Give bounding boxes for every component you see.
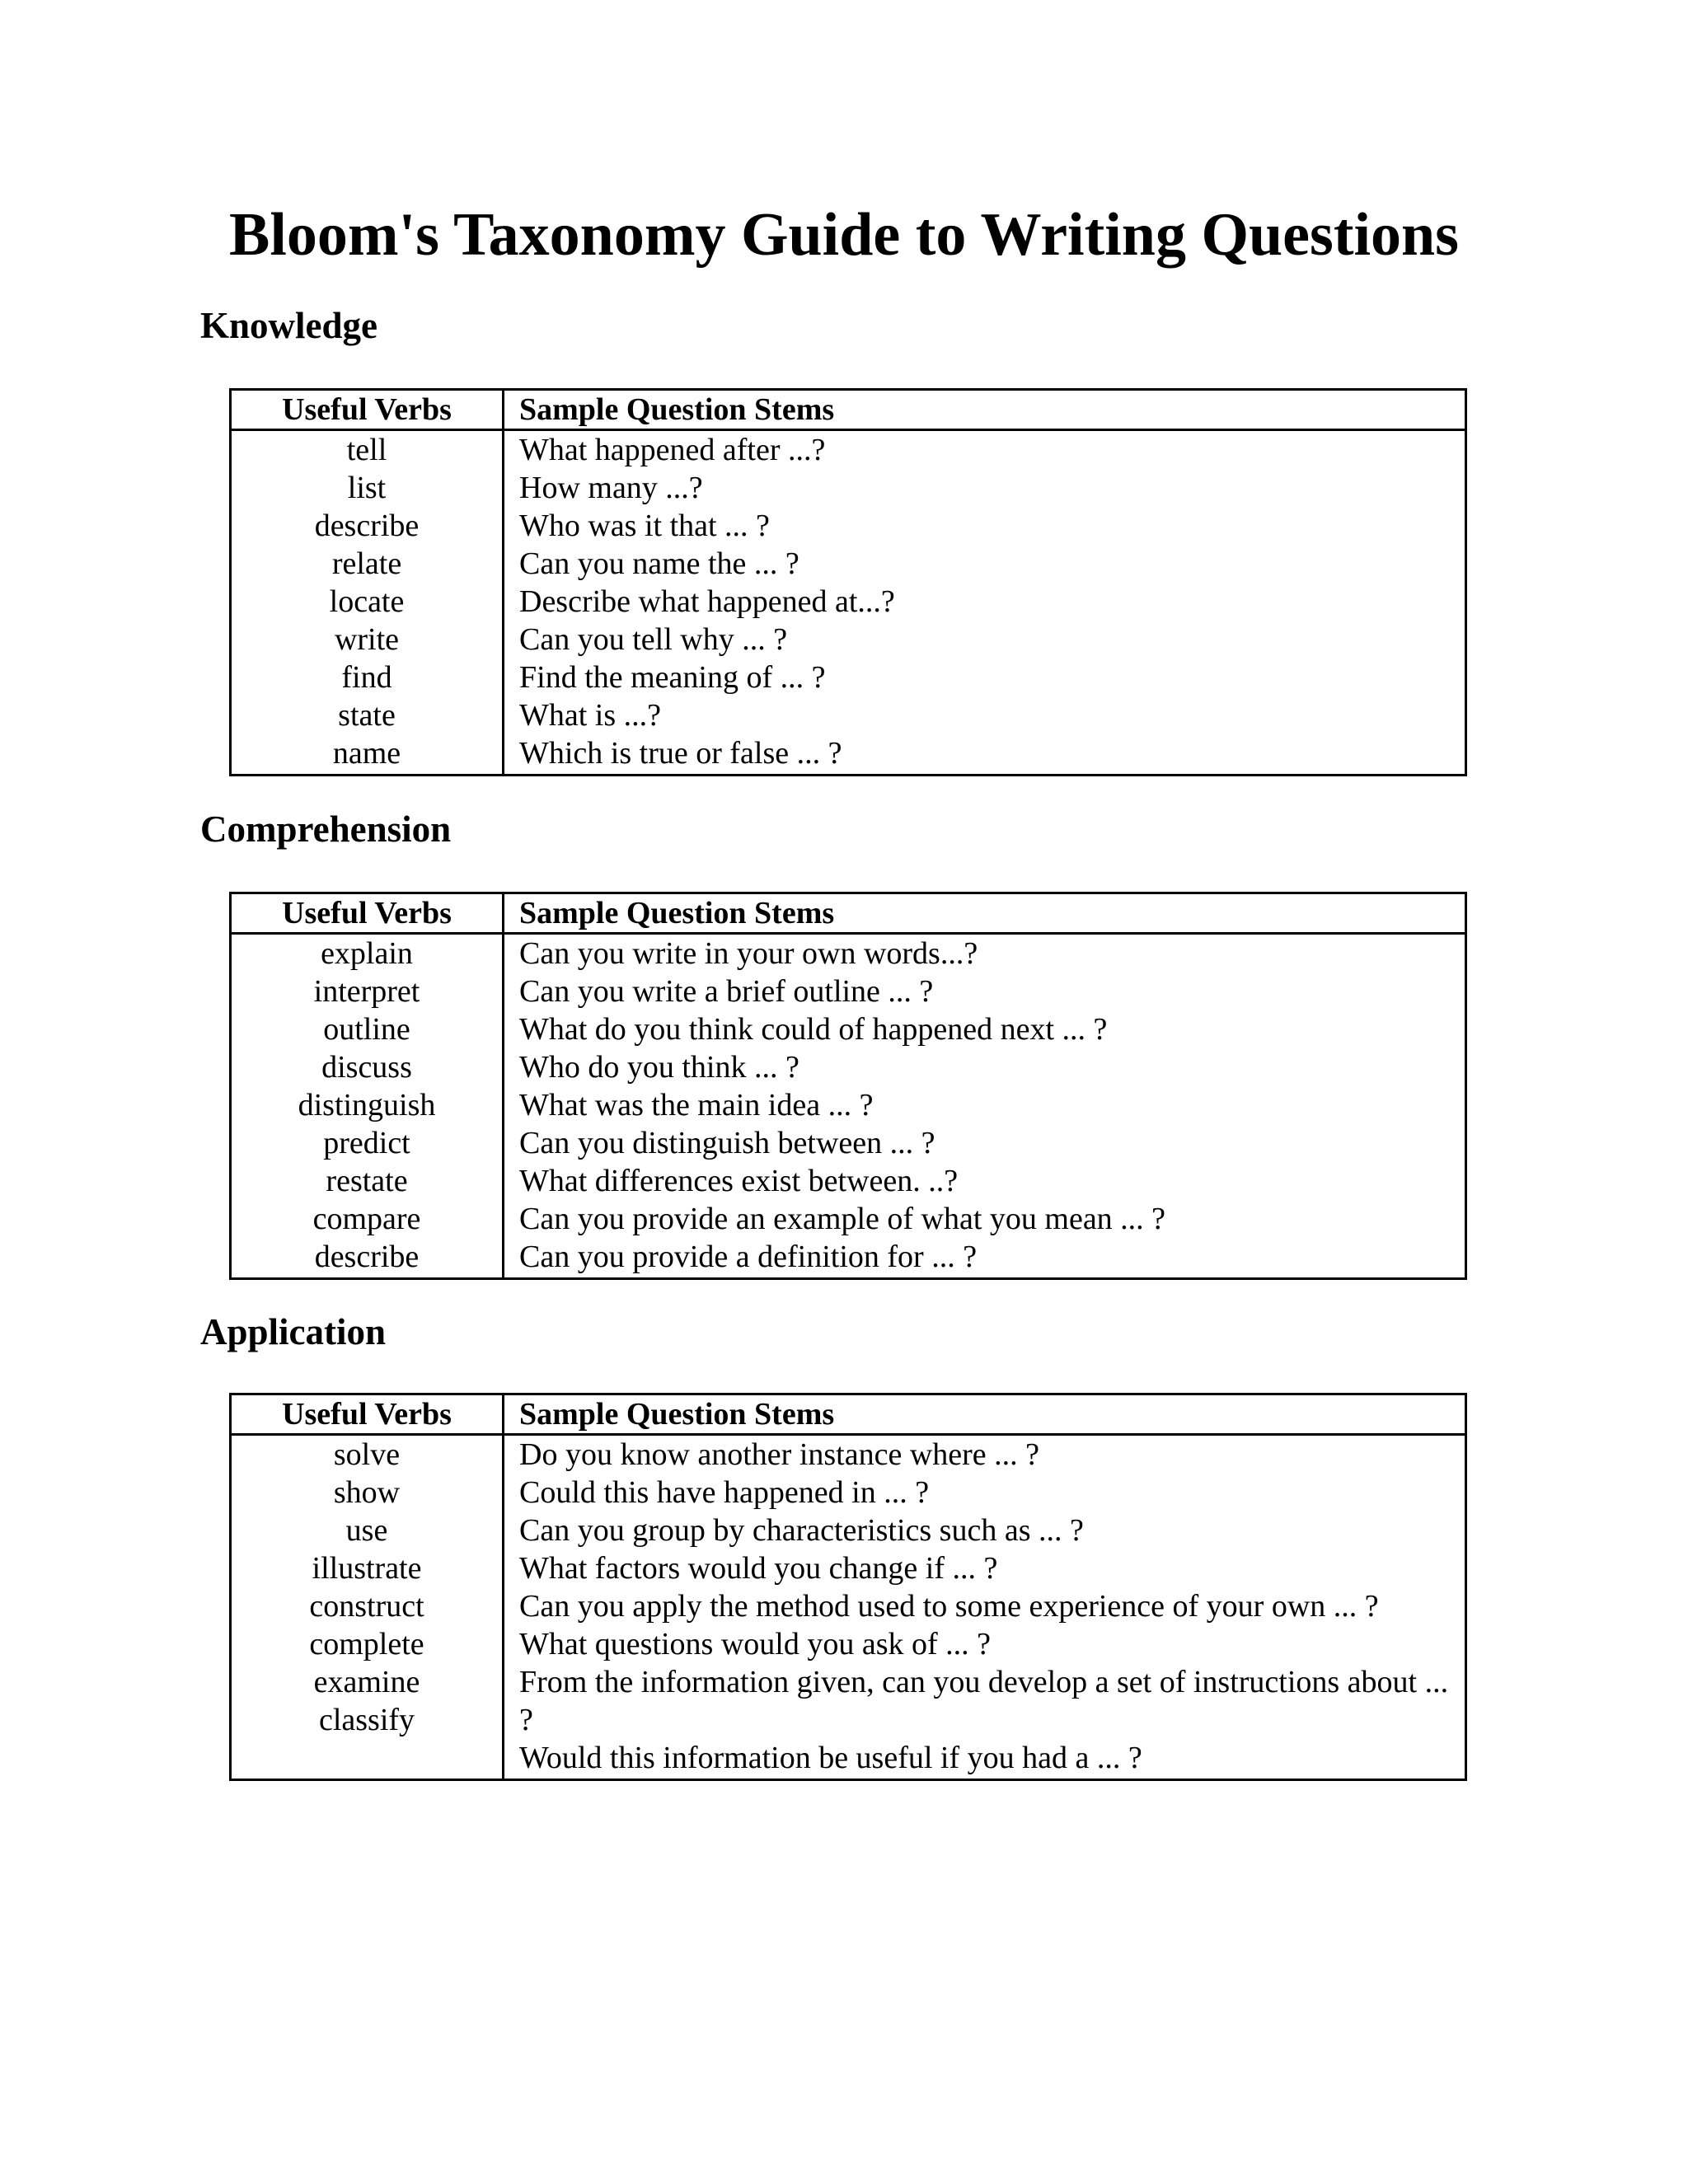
table-row bbox=[231, 934, 1466, 1279]
table-header-row bbox=[231, 390, 1466, 430]
verb-item: name bbox=[332, 736, 401, 771]
verb-item: construct bbox=[309, 1589, 424, 1624]
verb-item: restate bbox=[326, 1164, 408, 1198]
question-stem: Which is true or false ... ? bbox=[519, 736, 842, 771]
column-header-stems: Sample Question Stems bbox=[504, 390, 1466, 430]
verb-item: tell bbox=[346, 433, 387, 467]
question-stem: How many ...? bbox=[519, 471, 703, 505]
question-stem: What happened after ...? bbox=[519, 433, 826, 467]
question-stem: What was the main idea ... ? bbox=[519, 1088, 874, 1122]
question-stem: What is ...? bbox=[519, 698, 662, 733]
question-stem: What differences exist between. ..? bbox=[519, 1164, 959, 1198]
verb-item: explain bbox=[321, 936, 413, 971]
question-stem: Find the meaning of ... ? bbox=[519, 660, 826, 695]
verb-item: interpret bbox=[313, 974, 420, 1009]
stems-cell bbox=[504, 1435, 1466, 1780]
question-stem: From the information given, can you develop a set of instructions about ... ? bbox=[519, 1665, 1449, 1737]
stems-cell bbox=[504, 430, 1466, 776]
verbs-cell bbox=[231, 430, 504, 776]
column-header-verbs: Useful Verbs bbox=[231, 390, 504, 430]
knowledge-table bbox=[229, 388, 1467, 776]
verb-item: complete bbox=[309, 1627, 424, 1661]
verb-item: list bbox=[347, 471, 387, 505]
verb-item: describe bbox=[314, 1240, 420, 1274]
question-stem: Can you name the ... ? bbox=[519, 546, 799, 581]
question-stem: What factors would you change if ... ? bbox=[519, 1551, 998, 1586]
question-stem: Would this information be useful if you had a ... ? bbox=[519, 1741, 1142, 1775]
question-stem: Can you tell why ... ? bbox=[519, 622, 788, 657]
application-table bbox=[229, 1393, 1467, 1781]
question-stem: Can you write a brief outline ... ? bbox=[519, 974, 934, 1009]
question-stem: Who do you think ... ? bbox=[519, 1050, 799, 1085]
column-header-verbs: Useful Verbs bbox=[231, 1394, 504, 1435]
verb-item: write bbox=[334, 622, 400, 657]
question-stem: Describe what happened at...? bbox=[519, 584, 895, 619]
verb-item: outline bbox=[323, 1012, 410, 1047]
question-stem: What do you think could of happened next ... ? bbox=[519, 1012, 1108, 1047]
question-stem: Do you know another instance where ... ? bbox=[519, 1437, 1040, 1472]
verb-item: use bbox=[345, 1513, 388, 1548]
verb-item: show bbox=[333, 1475, 401, 1510]
verb-item: distinguish bbox=[298, 1088, 436, 1122]
comprehension-table bbox=[229, 892, 1467, 1280]
verbs-cell bbox=[231, 1435, 504, 1780]
question-stem: Can you distinguish between ... ? bbox=[519, 1126, 935, 1160]
verb-item: illustrate bbox=[312, 1551, 422, 1586]
question-stem: Can you write in your own words...? bbox=[519, 936, 978, 971]
question-stem: What questions would you ask of ... ? bbox=[519, 1627, 992, 1661]
question-stem: Can you provide a definition for ... ? bbox=[519, 1240, 978, 1274]
section-heading-knowledge: Knowledge bbox=[200, 305, 378, 346]
question-stem: Can you provide an example of what you mean ... ? bbox=[519, 1202, 1166, 1236]
verb-item: classify bbox=[318, 1703, 415, 1737]
verb-item: relate bbox=[331, 546, 402, 581]
verb-item: describe bbox=[314, 509, 420, 543]
verb-item: discuss bbox=[321, 1050, 412, 1085]
section-heading-comprehension: Comprehension bbox=[200, 808, 452, 850]
stems-cell bbox=[504, 934, 1466, 1279]
table-header-row bbox=[231, 893, 1466, 934]
verb-item: locate bbox=[329, 584, 405, 619]
column-header-stems: Sample Question Stems bbox=[504, 1394, 1466, 1435]
table-row bbox=[231, 1435, 1466, 1780]
table-row bbox=[231, 430, 1466, 776]
section-heading-application: Application bbox=[200, 1311, 387, 1352]
page-title: Bloom's Taxonomy Guide to Writing Questions bbox=[229, 201, 1459, 269]
question-stem: Who was it that ... ? bbox=[519, 509, 770, 543]
question-stem: Can you apply the method used to some experience of your own ... ? bbox=[519, 1589, 1379, 1624]
question-stem: Could this have happened in ... ? bbox=[519, 1475, 930, 1510]
question-stem: Can you group by characteristics such as ... ? bbox=[519, 1513, 1084, 1548]
verb-item: solve bbox=[333, 1437, 401, 1472]
verb-item: predict bbox=[323, 1126, 410, 1160]
table-header-row bbox=[231, 1394, 1466, 1435]
verb-item: compare bbox=[312, 1202, 421, 1236]
verb-item: state bbox=[338, 698, 396, 733]
verb-item: find bbox=[341, 660, 392, 695]
verbs-cell bbox=[231, 934, 504, 1279]
verb-item: examine bbox=[313, 1665, 420, 1699]
column-header-stems: Sample Question Stems bbox=[504, 893, 1466, 934]
column-header-verbs: Useful Verbs bbox=[231, 893, 504, 934]
